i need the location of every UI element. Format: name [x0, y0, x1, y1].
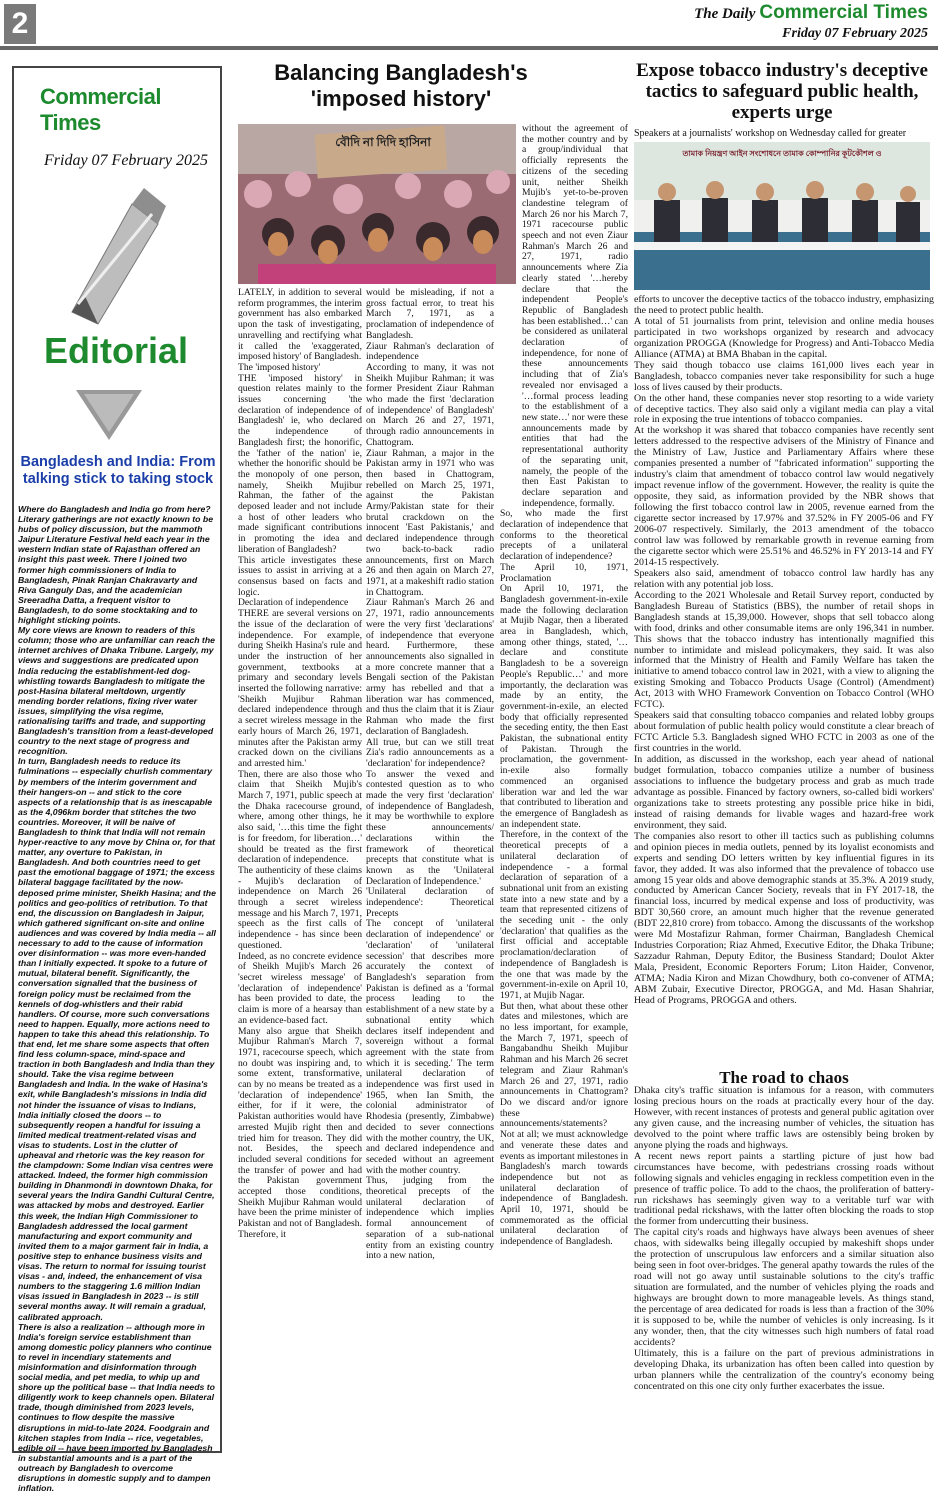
subheading: 'Unilateral declaration of independence': Theoretical Precepts [366, 886, 494, 919]
editorial-body [18, 504, 216, 1493]
paragraph: Ziaur Rahman's March 26 and 27, 1971, radio announcements were the very first 'declarations' of independence that everyone heard. Furthermore, these announcements also signalled in a more concrete manner that a Bengali section of the Pakistan army has rebelled and that a liberation war has commenced, and thus the claim that it is Ziaur Rahman who made the first declaration of Bangladesh. [366, 597, 494, 737]
editorial-headline: Bangladesh and India: From talking stick to taking stock [20, 454, 216, 487]
road-headline: The road to chaos [719, 1068, 849, 1087]
paragraph: Speakers said that consulting tobacco companies and related lobby groups about formulation of public health policy would constitute a clear breach of FCTC Article 5.3. Bangladesh signed WHO FCTC in 2003 as one of the first countries in the world. [634, 710, 934, 755]
road-body [634, 1086, 934, 1393]
photo-placard-text: বৌদি না দিদি হাসিনা [335, 135, 431, 149]
paragraph: At the workshop it was shared that tobacco companies have recently sent letters addressed to the respective advisers of the Ministry of Finance and the Ministry of Law, Justice and Parliamentary Affairs where these companies presented a number of "fabricated information" supporting the industry's claim that amendment of tobacco control law would negatively impact revenue inflow of the government. However, the reality is quite the opposite, they said, as information provided by the NBR shows that following the first tobacco control law in 2005, revenue earned from the cigarette sector increased by 17.97% and 37.52% in FY 2005-06 and FY 2006-07 respectively. Similarly, the 2013 amendment of the tobacco control law was followed by remarkable growth in revenue earning from the cigarette sector which were 25.51% and 46.52% in FY 2013-14 and FY 2014-15 respectively. [634, 425, 934, 568]
fountain-pen-icon [62, 184, 172, 329]
sidebar-logo: Commercial Times [40, 84, 161, 135]
paragraph: Then, there are also those who claim that Sheikh Mujib's March 7, 1971, public speech at the Dhaka racecourse ground, where, among other things, he also said, '…this time the fight is for freedom, for liberation…' should be treated as the first declaration of independence. [238, 768, 362, 866]
header-rule [0, 46, 938, 50]
paragraph: Thus, judging from the theoretical precepts of the unilateral declaration of independence which implies formal announcement of separation of a sub-national entity from an existing country into a new nation, [366, 1175, 494, 1262]
tobacco-lead: Speakers at a journalists' workshop on Wednesday called for greater [634, 128, 907, 139]
tobacco-body [634, 295, 934, 1007]
protest-photo [238, 124, 516, 284]
paragraph: LATELY, in addition to several reform programmes, the interim government has also embarked upon the task of investigating, unravelling and rectifying what it called the 'exaggerated, imposed history' of Bangladesh. [238, 287, 362, 363]
paragraph: Dhaka city's traffic situation is infamous for a reason, with commuters losing precious hours on the roads at practically every hour of the day. However, with recent instances of protests and general public agitation over any given cause, and the increasing number of vehicles, the situation has devolved to the point where traffic laws are ostensibly being broken by anyone plying the roads and highways. [634, 1085, 934, 1151]
paragraph: This article investigates these issues to assist in arriving at a consensus based on facts and logic. [238, 554, 362, 598]
workshop-photo [634, 142, 930, 290]
masthead [694, 2, 928, 24]
subheading: Ziaur Rahman's declaration of independence [366, 340, 494, 363]
photo-banner-text: তামাক নিয়ন্ত্রণ আইন সংশোধনে তামাক কোম্পানির কূটকৌশল ও [682, 149, 882, 158]
paragraph: Where do Bangladesh and India go from here? Literary gatherings are not exactly known to be hubs of policy discussion, but the mammoth Jaipur Literature Festival held each year in the western Indian state of Rajasthan offered an insight this past week. There I joined two former high commissioners of India to Bangladesh, Pinak Ranjan Chakravarty and Riva Ganguly Das, and the academician Sreeradha Datta, a frequent visitor to Bangladesh, to do some stocktaking and to highlight sticking points. [18, 504, 214, 626]
subheading: The April 10, 1971, Proclamation [500, 561, 628, 584]
arrow-down-icon [76, 390, 142, 445]
paragraph: A total of 51 journalists from print, television and online media houses participated in two workshops organized by research and advocacy organization PROGGA (Knowledge for Progress) and Anti-Tobacco Media Alliance (ATMA) at BMA Bhaban in the capital. [634, 315, 934, 360]
paragraph: But then, what about these other dates and milestones, which are no less important, for example, the March 7, 1971, speech of Bangabandhu Sheikh Mujibur Rahman and his March 26 secret telegram and Ziaur Rahman's March 26 and 27, 1971, radio announcements in Chattogram? Do we discard and/or ignore these announcements/statements? [500, 1000, 628, 1130]
paragraph: THE 'imposed history' in question relates mainly to the issues concerning 'the declaration of independence of Bangladesh' ie, who declared the independence of Bangladesh first; the honorific, the 'father of the nation' ie, whether the honorific should be the monopoly of one person, namely, Sheikh Mujibur Rahman, the father of the deposed leader and not include a host of other leaders who made significant contributions in promoting the idea and liberation of Bangladesh? [238, 372, 362, 555]
masthead-daily: The Daily [694, 6, 756, 22]
masthead-name: Commercial Times [759, 2, 928, 23]
page-number: 2 [4, 4, 36, 44]
paragraph: There is also a realization -- although more in India's foreign service establishment than among domestic policy planners who continue to revel in incendiary statements and misinformation and disinformation through social media, and pet media, to whip up and shore up the political base -- that India needs to diligently work to keep channels open. Bilateral trade, though diminished from 2023 levels, continues to flow despite the massive disruptions in mid-to-late 2024. Foodgrain and kitchen staples from India -- rice, vegetables, edible oil -- have been imported by Bangladesh in substantial amounts and is a part of the outreach by Bangladesh to overcome disruptions in domestic supply and to dampen inflation. [18, 1321, 215, 1493]
paragraph: In addition, as discussed in the workshop, each year ahead of national budget formulation, tobacco companies utilize a number of business associations to influence the budgetary process and grab as much trade advantage as possible. Financed by factory owners, so-called bidi workers' organizations take to streets protesting any possible price hike in bidi, instead of raising demands for livable wages and hazard-free work environment, they said. [634, 754, 934, 831]
paragraph: In turn, Bangladesh needs to reduce its fulminations -- especially churlish commentary by members of the interim government and their hangers-on -- and stick to the core aspects of a relationship that is as inescapable as the 4,096km border that stitches the two countries. Moreover, it will be naive of Bangladesh to think that India will not remain hyper-reactive to any move by China or, for that matter, any overture to Pakistan, in Bangladesh. And both countries need to get past the emotional baggage of 1971; the excess bilateral baggage facilitated by the now-deposed prime minister, Sheikh Hasina; and the politics and geo-politics of retribution. To that end, the discussion on Bangladesh in Jaipur, which gathered significant on-site and online audiences and was covered by India media -- all necessary to add to the cause of information over disinformation -- was more even-handed than I initially expected. It spoke to a future of mutual, bilateral benefit. Significantly, the conversation signalled that the business of foreign policy must be reclaimed from the kennels of dog-whistlers and their rabid handlers. Of course, more such conversations need to happen. Equally, more actions need to happen to take this ahead this relationship. To that end, let me share some aspects that often find less column-space, mind-space and traction in both Bangladesh and India than they should. Take the visa regime between Bangladesh and India. In the wake of Hasina's exit, while Bangladesh's missions in India did not hinder the issuance of visas to Indians, India initially closed the doors -- to subsequently reopen a handful for issuing a limited medical treatment-related visas and visas to students. Lost in the clutter of upheaval and rhetoric was the key reason for the clampdown: Some Indian visa centres were attacked. Indeed, the former high commission building in Dhanmondi in downtown Dhaka, for several years the Indira Gandhi Cultural Centre, was attacked by mobs and destroyed. Earlier this week, the Indian High Commissioner to Bangladesh addressed the local garment manufacturing and export community and invited them to a major garment fair in India, a positive step to enhance business visits and visas. The return to normal for issuing tourist visas - and, indeed, the enhancement of visa numbers to the staggering 1.6 million Indian visas issued in Bangladesh in 2023 -- is still several months away. It will remain a gradual, calibrated approach. [18, 756, 216, 1322]
header-date: Friday 07 February 2025 [782, 26, 928, 41]
paragraph: without the agreement of the mother country and by a group/individual that officially represents the citizens of the seceding unit, neither Sheikh Mujib's yet-to-be-proven clandestine telegram of March 26 nor his March 7, 1971 racecourse public speech and not even Ziaur Rahman's March 26 and 27, 1971, radio announcements where Zia clearly stated '…hereby declare that the independent People's Republic of Bangladesh has been established…' can be considered as unilateral declaration of independence, for none of these announcements including that of Zia's revealed nor envisaged a '…formal process leading to the establishment of a new state…' nor were these announcements made by entities that had the representational authority of the separating unit, namely, the people of the then East Pakistan to declare separation and independence, formally. [522, 123, 628, 509]
sidebar-date: Friday 07 February 2025 [44, 152, 208, 169]
paragraph: The capital city's roads and highways have always been avenues of sheer chaos, with sidewalks being illegally occupied by makeshift shops under the protection of unscrupulous law enforcers and a similar situation also being seen in foot over-bridges. The general apathy towards the rules of the road will not go away until sustainable solutions to the city's traffic situation are formulated, and the number of vehicles plying the roads and highways are brought down to more manageable levels. As things stand, the percentage of area dedicated for roads is less than a fraction of the 30% it is supposed to be, while the number of vehicles is only increasing. Is it any wonder, then, that the city witnesses such high numbers of fatal road accidents? [634, 1227, 934, 1348]
paragraph: So, who made the first declaration of independence that conforms to the theoretical precepts of a unilateral declaration of independence? [500, 508, 628, 563]
paragraph: The companies also resort to other ill tactics such as publishing columns and opinion pieces in media outlets, penned by its loyalist economists and experts and sending DO letters written by key influential figures in its favor, they added. It was also informed that the prevalence of tobacco use among 15 year olds and above demographic stands at 35.3%. A 2019 study, conducted by American Cancer Society, reveals that in FY 2017-18, the financial loss, incurred by medical expense and loss of productivity, was BDT 30,560 crore, an amount much higher that the revenue generated (BDT 22,810 crore) from tobacco. Among the discussants of the workshop were Md Mostafizur Rahman, former Chairman, Bangladesh Chemical Industries Corporation; Riaz Ahmed, Executive Editor, the Dhaka Tribune; Sazzadur Rahman, Deputy Editor, the Business Standard; Doulot Akter Mala, President, Economic Reporters Forum; Liton Haider, Convenor, ATMA; Nadia Kiron and Mizan Chowdhury, both co-convener of ATMA; ABM Zubair, Executive Director, PROGGA, and Md. Hasan Shahriar, Head of Programs, PROGGA and others. [634, 830, 934, 1006]
paragraph: A recent news report paints a startling picture of just how bad circumstances have become, with pedestrians crossing roads without following signals and vehicles engaging in reckless competition even in the presence of traffic police. To add to the chaos, the proliferation of battery-run rickshaws has seemingly given way to a veritable turf war with traditional pedal rickshaws, with the latter often blocking the roads to stop the former from undercutting their business. [634, 1150, 934, 1228]
tobacco-headline: Expose tobacco industry's deceptive tactics to safeguard public health, experts urge [636, 60, 928, 123]
paragraph: All true, but can we still treat Zia's radio announcements as a 'declaration' for independence? [366, 736, 494, 769]
paragraph: Speakers also said, amendment of tobacco control law hardly has any relation with any potential job loss. [634, 567, 934, 590]
subheading: The 'imposed history' [238, 361, 321, 373]
paragraph: The concept of 'unilateral declaration of independence' or 'declaration' of 'unilateral secession' that describes more accurately the context of Bangladesh's separation from Pakistan is defined as a 'formal process leading to the establishment of a new state by a subnational entity which declares itself independent and sovereign without a formal agreement with the state from which it is seceding.' The term unilateral declaration of independence was first used in 1965, when Ian Smith, the colonial administrator of Rhodesia (presently, Zimbabwe) decided to sever connections with the mother country, the UK, and declared independence and seceded without an agreement with the mother country. [366, 918, 494, 1176]
article-column-1 [238, 288, 362, 1241]
section-title: Editorial [44, 330, 189, 371]
paragraph: On the other hand, these companies never stop resorting to a wide variety of deceptive tactics. They also said only a vigilant media can play a vital role in exposing the true intentions of tobacco companies. [634, 392, 934, 426]
paragraph: would be misleading, if not a gross factual error, to treat his March 7, 1971, as a proclamation of independence of Bangladesh. [366, 287, 494, 341]
paragraph: According to the 2021 Wholesale and Retail Survey report, conducted by Bangladesh Bureau of Statistics (BBS), the number of retail shops in Bangladesh stands at 15,39,000. However, shops that sell tobacco along with food, drinks and other consumable items are only 196,341 in number. This shows that the tobacco industry has intentionally magnified this number to intimidate and mislead policymakers, they said. It was also informed that the Ministry of Health and Family Welfare has taken the initiative to amend tobacco control law in 2021, with a view to aligning the existing Smoking and Tobacco Products Usage (Control) (Amendment) Act, 2013 with WHO Framework Convention on Tobacco Control (WHO FCTC). [634, 589, 934, 711]
paragraph: According to many, it was not Sheikh Mujibur Rahman; it was former President Ziaur Rahman who made the first 'declaration of independence' of Bangladesh' on March 26 and 27, 1971, through radio announcements in Chattogram. [366, 361, 494, 448]
article-column-3 [500, 124, 628, 1248]
paragraph: Indeed, as no concrete evidence of Sheikh Mujib's March 26 'secret wireless message' of 'declaration of independence' has been provided to date, the claim is more of a hearsay than an evidence-based fact. [238, 950, 362, 1026]
paragraph: They said though tobacco use claims 161,000 lives each year in Bangladesh, tobacco companies never take responsibility for such a huge loss of lives caused by their products. [634, 359, 934, 393]
paragraph: The authenticity of these claims - Mujib's declaration of independence on March 26 through a secret wireless message and his March 7, 1971, speech as the first calls of independence - has since been questioned. [238, 864, 362, 951]
article-headline: Balancing Bangladesh's 'imposed history' [274, 60, 528, 111]
paragraph: On April 10, 1971, the Bangladesh government-in-exile made the following declaration at Mujib Nagar, then a liberated area in Bangladesh, which, among other things, stated, '…declare and constitute Bangladesh to be a sovereign People's Republic…' and more importantly, the declaration was made by an entity, the government-in-exile, an elected body that officially represented the seceding entity, the then East Pakistan, the subnational entity of Pakistan. Through the proclamation, the government-in-exile also formally commenced an organised liberation war and led the war that contributed to liberation and the emergence of Bangladesh as an independent state. [500, 583, 628, 830]
paragraph: Ziaur Rahman, a major in the Pakistan army in 1971 who was then based in Chattogram, rebelled on March 25, 1971, against the Pakistan Army/Pakistan state for their brutal crackdown on the innocent 'East Pakistanis,' and declared independence through two back-to-back radio announcements, first on March 26 and then again on March 27, 1971, at a makeshift radio station in Chattogram. [366, 447, 494, 598]
paragraph: THERE are several versions on the issue of the declaration of independence. For example, during Sheikh Hasina's rule and under the instruction of her government, textbooks at primary and secondary levels inserted the following narrative: 'Sheikh Mujibur Rahman declared independence through a secret wireless message in the early hours of March 26, 1971, minutes after the Pakistan army cracked down on the civilians and arrested him.' [238, 608, 362, 769]
paragraph: Therefore, in the context of the theoretical precepts of a unilateral declaration of independence - a formal declaration of separation of a subnational unit from an existing state into a new state and by a team that represented citizens of the seceding unit - the only 'declaration' that qualifies as the first official and acceptable proclamation/declaration of independence of Bangladesh is the one that was made by the government-in-exile on April 10, 1971, at Mujib Nagar. [500, 829, 628, 1001]
paragraph: My core views are known to readers of this column; those who are unfamiliar can reach the internet archives of Dhaka Tribune. Largely, my views and suggestions are predicated upon India reducing the establishment-led dog-whistling towards Bangladesh to mitigate the post-Hasina bilateral meltdown, urgently mending border relations, fixing river water issues, simplifying the visa regime, rationalising tariffs and trade, and supporting Bangladesh's transition from a least-developed country to the next stage of progress and recognition. [18, 625, 215, 757]
paragraph: To answer the vexed and contested question as to who made the very first 'declaration' of independence of Bangladesh, it may be worthwhile to explore these announcements/ declarations within the framework of theoretical precepts that constitute what is known as the 'Unilateral Declaration of Independence.' [366, 768, 494, 887]
article-column-2 [366, 288, 494, 1262]
paragraph: efforts to uncover the deceptive tactics of the tobacco industry, emphasizing the need to protect public health. [634, 294, 934, 316]
paragraph: Ultimately, this is a failure on the part of previous administrations in developing Dhaka, its urbanization has often been called into question by urban planners while the centralization of the country's economy being concentrated on this one city only further exacerbates the issue. [634, 1347, 934, 1392]
subheading: Declaration of independence [238, 597, 349, 609]
paragraph: Not at all; we must acknowledge and venerate these dates and events as important milestones in Bangladesh's march towards independence but not as unilateral declaration of independence of Bangladesh. April 10, 1971, should be commemorated as the official unilateral declaration of independence of Bangladesh. [500, 1129, 628, 1248]
editorial-sidebar [12, 66, 222, 1493]
paragraph: Many also argue that Sheikh Mujibur Rahman's March 7, 1971, racecourse speech, which no doubt was inspiring and, to some extent, transformative, can by no means be treated as a 'declaration of independence' either, for if it were, the Pakistan authorities would have arrested Mujib right then and tried him for treason. They did not. Besides, the speech included several conditions for the transfer of power and had the Pakistan government accepted those conditions, Sheikh Mujibur Rahman would have been the prime minister of Pakistan and not of Bangladesh. Therefore, it [238, 1025, 362, 1240]
